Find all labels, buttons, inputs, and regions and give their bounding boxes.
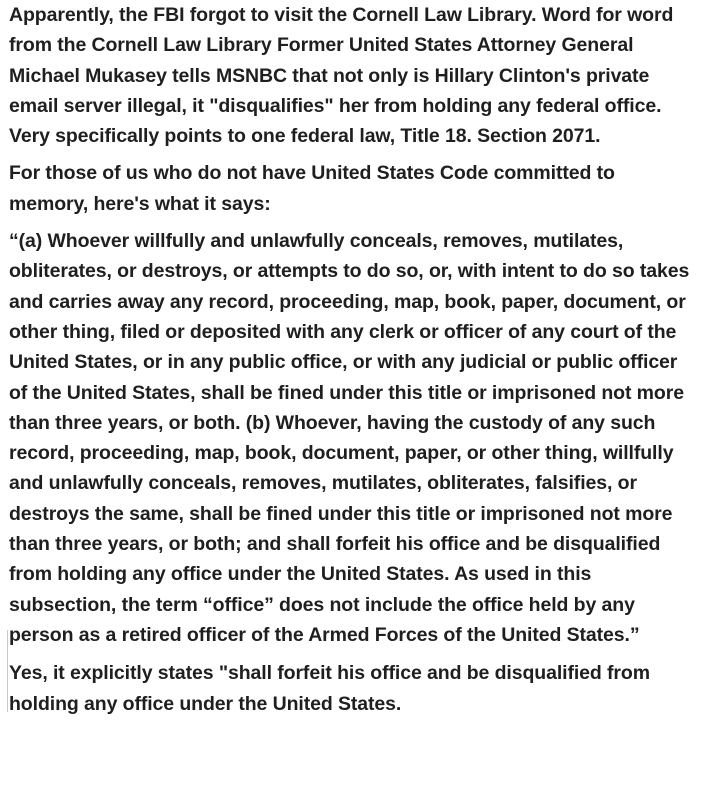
- conclusion-paragraph: Yes, it explicitly states "shall forfeit his office and be disqualified from holding any office under the United States.: [9, 662, 650, 715]
- text-cursor-bar: [7, 630, 8, 712]
- statute-quote-paragraph: “(a) Whoever willfully and unlawfully conceals, removes, mutilates, obliterates, or destroys, or attempts to do so, or, with intent to do so takes and carries away any record, proceeding, map, book, paper, document, or other thing, filed or deposited with any clerk or officer of any court of the United States, or in any public office, or with any judicial or public officer of the United States, shall be fined under this title or imprisoned not more than three years, or both. (b) Whoever, having the custody of any such record, proceeding, map, book, document, paper, or other thing, willfully and unlawfully conceals, removes, mutilates, obliterates, falsifies, or destroys the same, shall be fined under this title or imprisoned not more than three years, or both; and shall forfeit his office and be disqualified from holding any office under the United States. As used in this subsection, the term “office” does not include the office held by any person as a retired officer of the Armed Forces of the United States.”: [9, 230, 690, 646]
- document-body: [9, 0, 697, 719]
- context-paragraph: For those of us who do not have United States Code committed to memory, here's what it says:: [9, 162, 615, 215]
- intro-paragraph: Apparently, the FBI forgot to visit the Cornell Law Library. Word for word from the Cornell Law Library Former United States Attorney General Michael Mukasey tells MSNBC that not only is Hillary Clinton's private email server illegal, it "disqualifies" her from holding any federal office. Very specifically points to one federal law, Title 18. Section 2071.: [9, 4, 674, 148]
